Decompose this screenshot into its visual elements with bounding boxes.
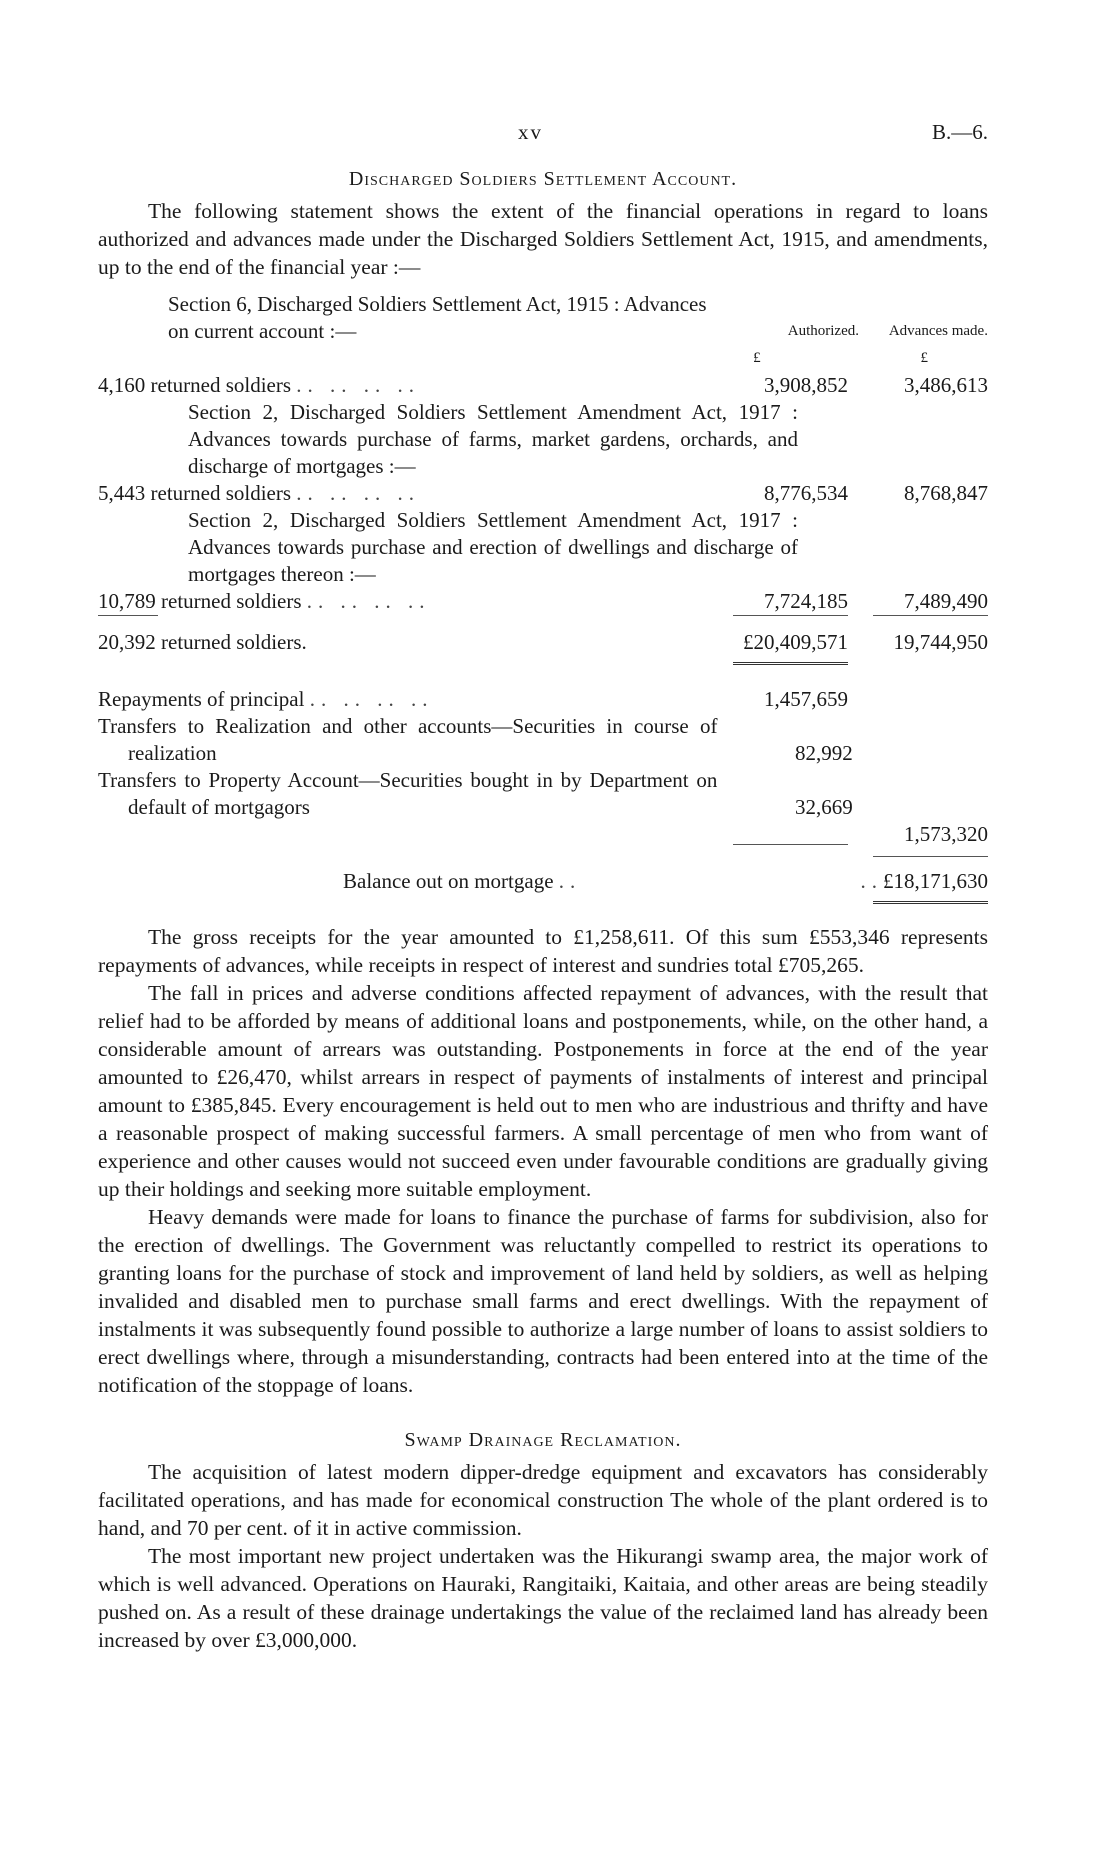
row-1-label: 4,160 returned soldiers bbox=[98, 373, 292, 397]
dot-leader: .. bbox=[558, 869, 582, 893]
row-2-authorized: 8,776,534 bbox=[764, 481, 848, 505]
section-3-heading-row bbox=[98, 507, 988, 588]
transfers-realization-value: 82,992 bbox=[794, 741, 853, 765]
deductions-total-value: 1,573,320 bbox=[904, 822, 988, 846]
balance-label: Balance out on mortgage bbox=[343, 869, 554, 893]
dssa-paragraph-loans: Heavy demands were made for loans to finance the purchase of farms for subdivision, also for the erection of dwellings. The Government was reluctantly compelled to restrict its operations to granting loans for the purchase of stock and improvement of land held by soldiers, as well as helping invalided and disabled men to purchase small farms and erect dwellings. With the repayment of instalments it was subsequently found possible to authorize a large number of loans to assist soldiers to erect dwellings where, through a misunderstanding, contracts had been entered into at the time of the notification of the stoppage of loans. bbox=[98, 1205, 988, 1397]
row-3-authorized: 7,724,185 bbox=[764, 589, 848, 613]
dssa-paragraph-arrears: The fall in prices and adverse conditions affected repayment of advances, with the result that relief had to be afforded by means of additional loans and postponements, while, on the other hand, a considerable amount of arrears was outstanding. Postponements in force at the end of the year amounted to £26,470, whilst arrears in respect of payments of instalments of interest and principal amount to £385,845. Every encouragement is held out to men who are industrious and thrifty and have a reasonable prospect of making successful farmers. A small percentage of men who from want of experience and other causes would not succeed even under favourable conditions are gradually giving up their holdings and seeking more suitable employment. bbox=[98, 981, 988, 1201]
column-header-advances: Advances made. bbox=[888, 323, 988, 339]
unit-advances: £ bbox=[920, 350, 929, 366]
total-authorized: £20,409,571 bbox=[743, 630, 848, 654]
deductions-total-row bbox=[98, 821, 988, 848]
document-reference: B.—6. bbox=[931, 120, 988, 144]
section-3-text: Section 2, Discharged Soldiers Settlement Amendment Act, 1917 : Advances towards purchase and erection of dwellings and discharge of mortgages thereon :— bbox=[188, 508, 798, 586]
total-double-rule bbox=[98, 656, 988, 670]
total-label: 20,392 returned soldiers. bbox=[98, 630, 307, 654]
statement-row-1 bbox=[98, 372, 988, 399]
dot-leader: .. .. .. .. bbox=[296, 373, 421, 397]
statement-total-row bbox=[98, 629, 988, 656]
running-header bbox=[98, 120, 988, 156]
section-1-text: Section 6, Discharged Soldiers Settlement Act, 1915 : Advances on current account :— bbox=[168, 292, 707, 343]
balance-value: £18,171,630 bbox=[883, 869, 988, 893]
repayments-label: Repayments of principal bbox=[98, 687, 305, 711]
swamp-paragraph-projects: The most important new project undertaken was the Hikurangi swamp area, the major work of which is well advanced. Operations on Hauraki, Rangitaiki, Kaitaia, and other areas are being steadily pushed on. As a result of these drainage undertakings the value of the reclaimed land has already been increased by over £3,000,000. bbox=[98, 1544, 988, 1652]
row-1-authorized: 3,908,852 bbox=[764, 373, 848, 397]
row-2-label: 5,443 returned soldiers bbox=[98, 481, 292, 505]
subtotal-rule bbox=[98, 615, 988, 629]
section-2-text: Section 2, Discharged Soldiers Settlement Amendment Act, 1917 : Advances towards purchase of farms, market gardens, orchards, and discharge of mortgages :— bbox=[188, 400, 798, 478]
statement-row-3 bbox=[98, 588, 988, 615]
column-header-authorized: Authorized. bbox=[787, 323, 859, 339]
dot-leader: .. .. .. .. bbox=[306, 589, 431, 613]
dot-leader: .. .. .. .. bbox=[296, 481, 421, 505]
swamp-heading: Swamp Drainage Reclamation. bbox=[404, 1429, 682, 1451]
section-1-heading-row bbox=[98, 291, 988, 345]
row-1-advances: 3,486,613 bbox=[904, 373, 988, 397]
transfers-property-value: 32,669 bbox=[794, 795, 853, 819]
dssa-paragraph-receipts: The gross receipts for the year amounted to £1,258,611. Of this sum £553,346 represents repayments of advances, while receipts in respect of interest and sundries total £705,265. bbox=[98, 925, 988, 977]
dot-leader: .. bbox=[860, 869, 883, 893]
total-advances: 19,744,950 bbox=[893, 630, 988, 654]
balance-row bbox=[98, 868, 988, 895]
balance-rule bbox=[98, 848, 988, 862]
balance-double-rule bbox=[98, 895, 988, 909]
statement-row-2 bbox=[98, 480, 988, 507]
section-2-heading-row bbox=[98, 399, 988, 480]
account-statement bbox=[98, 291, 988, 909]
dssa-heading: Discharged Soldiers Settlement Account. bbox=[348, 168, 738, 190]
transfers-property-label: Transfers to Property Account—Securities bought in by Department on default of mortgagors bbox=[98, 768, 718, 819]
transfers-property-row bbox=[98, 767, 988, 821]
unit-authorized: £ bbox=[753, 350, 761, 366]
unit-row bbox=[98, 345, 988, 372]
document-page bbox=[98, 120, 988, 1654]
row-3-label: 10,789 returned soldiers bbox=[98, 589, 302, 613]
page-number: xv bbox=[518, 120, 543, 144]
transfers-realization-row bbox=[98, 713, 988, 767]
repayments-value: 1,457,659 bbox=[764, 687, 848, 711]
transfers-realization-label: Transfers to Realization and other accounts—Securities in course of realization bbox=[98, 714, 718, 765]
swamp-paragraph-equipment: The acquisition of latest modern dipper-dredge equipment and excavators has considerably facilitated operations, and has made for economical construction The whole of the plant ordered is to hand, and 70 per cent. of it in active commission. bbox=[98, 1460, 988, 1540]
row-2-advances: 8,768,847 bbox=[904, 481, 988, 505]
dssa-intro: The following statement shows the extent of the financial operations in regard to loans authorized and advances made under the Discharged Soldiers Settlement Act, 1915, and amendments, up to the end of the financial year :— bbox=[98, 199, 988, 279]
row-3-advances: 7,489,490 bbox=[904, 589, 988, 613]
dot-leader: .. .. .. .. bbox=[309, 687, 434, 711]
repayments-row bbox=[98, 686, 988, 713]
